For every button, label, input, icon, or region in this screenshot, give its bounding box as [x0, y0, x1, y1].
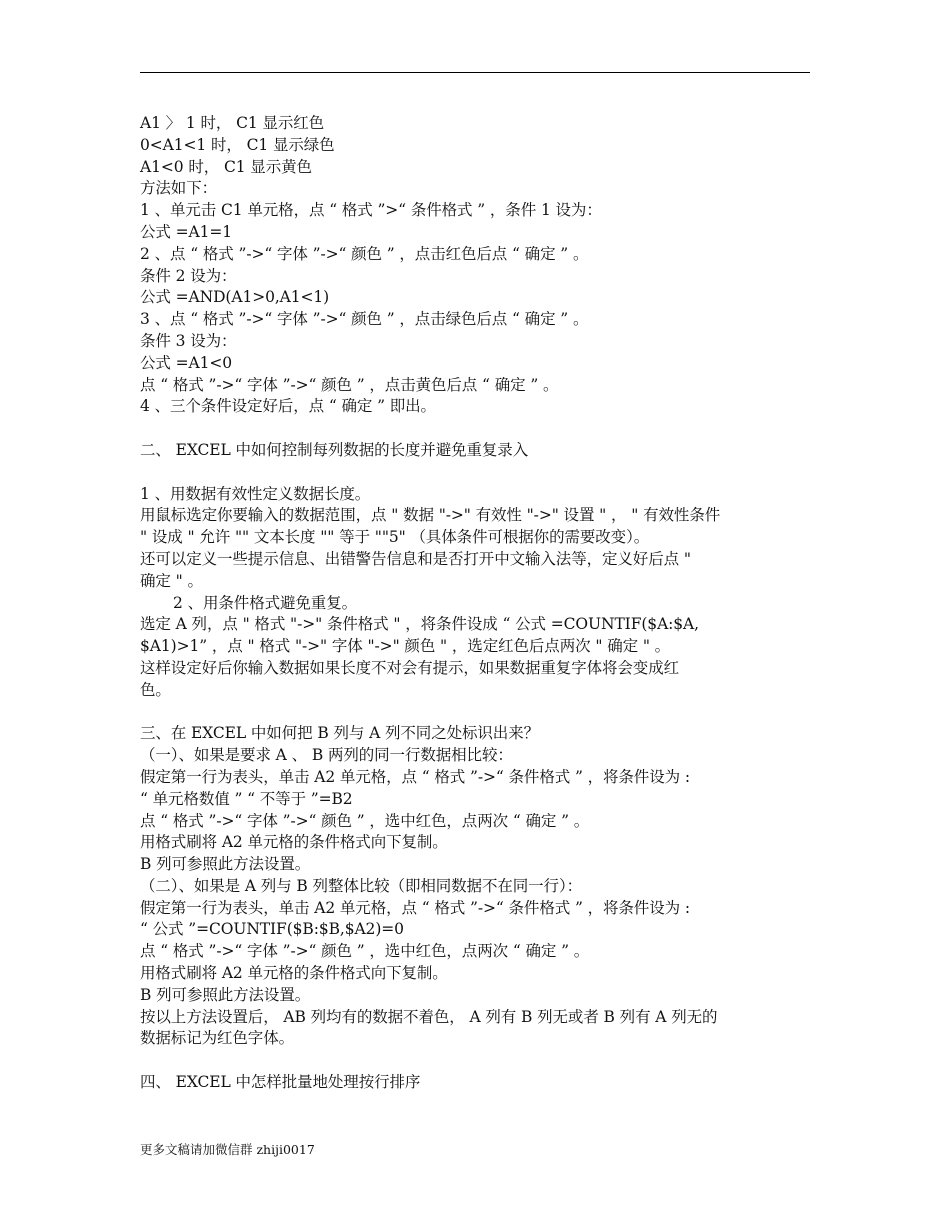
blank-line [140, 462, 815, 484]
text-line: 选定 A 列，点 " 格式 "->" 条件格式 " ，将条件设成 “ 公式 =COUNTIF($A:$A, [140, 615, 699, 634]
text-line: 用格式刷将 A2 单元格的条件格式向下复制。 [140, 833, 448, 852]
text-line: “ 公式 ”=COUNTIF($B:$B,$A2)=0 [140, 920, 404, 939]
page-footer: 更多文稿请加微信群 zhiji0017 [140, 1142, 315, 1157]
text-line: A1 〉 1 时， C1 显示红色 [140, 114, 325, 132]
section-heading: 二、 EXCEL 中如何控制每列数据的长度并避免重复录入 [140, 440, 529, 459]
text-line: 0<A1<1 时， C1 显示绿色 [140, 135, 335, 154]
text-line: 1 、单元击 C1 单元格，点 “ 格式 ”>“ 条件格式 ” ，条件 1 设为： [140, 201, 602, 220]
text-line: 假定第一行为表头，单击 A2 单元格，点 “ 格式 ”->“ 条件格式 ” ，将条件设为 : [140, 898, 690, 917]
header-rule [140, 72, 810, 73]
text-line: 2 、用条件格式避免重复。 [173, 593, 357, 612]
text-line: “ 单元格数值 ” “ 不等于 ”=B2 [140, 789, 353, 808]
text-line: （二）、如果是 A 列与 B 列整体比较（即相同数据不在同一行）： [140, 876, 582, 895]
text-line: 假定第一行为表头，单击 A2 单元格，点 “ 格式 ”->“ 条件格式 ” ，将条件设为 : [140, 767, 690, 786]
text-line: 条件 2 设为： [140, 266, 237, 285]
text-line: （一）、如果是要求 A 、 B 两列的同一行数据相比较： [140, 746, 513, 765]
section-heading: 三、在 EXCEL 中如何把 B 列与 A 列不同之处标识出来？ [140, 724, 539, 743]
text-line: 公式 =A1<0 [140, 353, 233, 372]
document-body [140, 113, 815, 1094]
blank-line [140, 702, 815, 724]
text-line: 点 “ 格式 ”->“ 字体 ”->“ 颜色 ” ，点击黄色后点 “ 确定 ” 。 [140, 375, 559, 394]
text-line: $A1)>1” ，点 " 格式 "->" 字体 "->" 颜色 " ，选定红色后点两次 " 确定 " 。 [140, 637, 671, 656]
text-line: 点 “ 格式 ”->“ 字体 ”->“ 颜色 ” ，选中红色，点两次 “ 确定 ” 。 [140, 942, 590, 961]
text-line: 用鼠标选定你要输入的数据范围，点 " 数据 "->" 有效性 "->" 设置 " ， " 有效性条件 [140, 506, 721, 525]
text-line: 方法如下： [140, 179, 218, 198]
text-line: B 列可参照此方法设置。 [140, 855, 311, 874]
text-line: 这样设定好后你输入数据如果长度不对会有提示，如果数据重复字体将会变成红 [140, 658, 680, 677]
blank-line [140, 1050, 815, 1072]
text-line: 点 “ 格式 ”->“ 字体 ”->“ 颜色 ” ，选中红色，点两次 “ 确定 ” 。 [140, 811, 590, 830]
text-line: 还可以定义一些提示信息、出错警告信息和是否打开中文输入法等，定义好后点 " [140, 549, 691, 568]
text-line: 公式 =A1=1 [140, 222, 233, 241]
text-line: 2 、点 “ 格式 ”->“ 字体 ”->“ 颜色 ” ，点击红色后点 “ 确定 ” 。 [140, 244, 589, 263]
text-line: 按以上方法设置后， AB 列均有的数据不着色， A 列有 B 列无或者 B 列有 A 列无的 [140, 1007, 718, 1026]
section-heading: 四、 EXCEL 中怎样批量地处理按行排序 [140, 1073, 421, 1092]
text-line: 用格式刷将 A2 单元格的条件格式向下复制。 [140, 964, 448, 983]
text-line: 条件 3 设为： [140, 331, 237, 350]
text-line: A1<0 时， C1 显示黄色 [140, 157, 312, 176]
text-line: 4 、三个条件设定好后，点 “ 确定 ” 即出。 [140, 397, 436, 416]
text-line: " 设成 " 允许 "" 文本长度 "" 等于 ""5" （具体条件可根据你的需要改变）。 [140, 528, 650, 547]
text-line: 色。 [140, 680, 171, 699]
text-line: 3 、点 “ 格式 ”->“ 字体 ”->“ 颜色 ” ，点击绿色后点 “ 确定 ” 。 [140, 310, 589, 329]
text-line: 1 、用数据有效性定义数据长度。 [140, 484, 371, 503]
text-line: 确定 " 。 [140, 571, 203, 590]
text-line: 公式 =AND(A1>0,A1<1) [140, 288, 330, 307]
text-line: 数据标记为红色字体。 [140, 1029, 295, 1048]
blank-line [140, 418, 815, 440]
text-line: B 列可参照此方法设置。 [140, 985, 311, 1004]
